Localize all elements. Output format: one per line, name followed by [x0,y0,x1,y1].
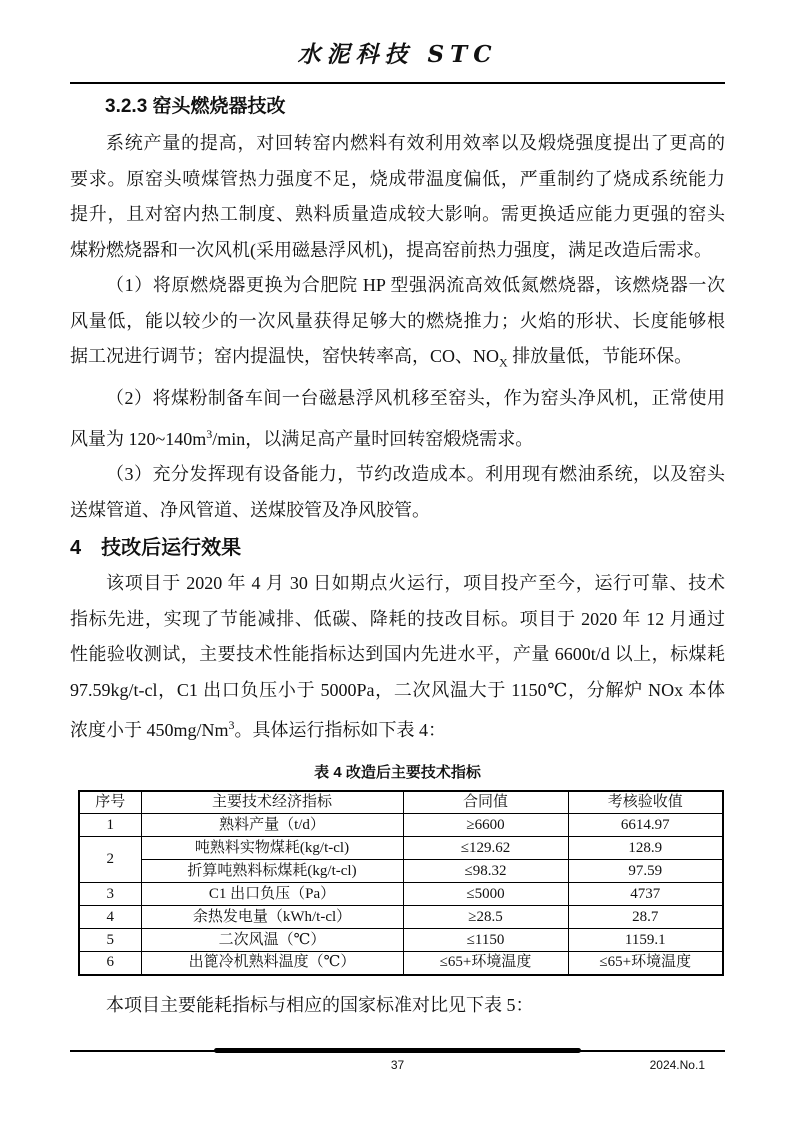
cell-assessed: 128.9 [568,837,723,860]
text-line: 系统产量的提高，对回转窑内燃料有效利用效率以及煅烧强度提出了更高的 [106,133,725,153]
cell-indicator: 余热发电量（kWh/t-cl） [141,906,403,929]
section-heading-3-2-3: 3.2.3 窑头燃烧器技改 [105,96,286,117]
cell-seq: 2 [79,837,141,883]
cell-indicator: 吨熟料实物煤耗(kg/t-cl) [141,837,403,860]
cell-contract: ≤5000 [403,883,568,906]
cell-indicator: 出篦冷机熟料温度（℃） [141,952,403,975]
cell-contract: ≤129.62 [403,837,568,860]
table-header-row [79,791,723,814]
header-rule [70,82,725,84]
col-header-contract: 合同值 [403,791,568,814]
cell-assessed: 6614.97 [568,814,723,837]
cell-seq: 4 [79,906,141,929]
text-line: 提升，且对窑内热工制度、熟料质量造成较大影响。需更换适应能力更强的窑头 [70,204,725,224]
text-line: 本项目主要能耗指标与相应的国家标准对比见下表 5： [106,994,534,1015]
text-segment: /min，以满足高产量时回转窑煅烧需求。 [212,428,534,449]
page-footer [70,1048,725,1074]
text-line: 要求。原窑头喷煤管热力强度不足，烧成带温度偏低，严重制约了烧成系统能力 [70,168,725,189]
table-row [79,814,723,837]
cell-assessed: 97.59 [568,860,723,883]
table-row [79,929,723,952]
indicators-table [78,790,724,976]
text-line [70,339,725,381]
text-line: 风量低，能以较少的一次风量获得足够大的燃烧推力；火焰的形状、长度能够根 [70,310,725,331]
paragraph-5 [70,566,725,749]
superscript-3: 3 [206,426,213,441]
text-segment: 据工况进行调节；窑内提温快，窑快转率高，CO、NO [70,346,500,366]
text-line: 性能验收测试，主要技术性能指标达到国内先进水平，产量 6600t/d 以上，标煤耗 [70,644,725,665]
table-row [79,952,723,975]
text-segment: 。具体运行指标如下表 4： [234,720,447,741]
paragraph-1 [70,126,725,268]
footer-rule [70,1048,725,1054]
text-line: 煤粉燃烧器和一次风机(采用磁悬浮风机)，提高窑前热力强度，满足改造后需求。 [70,239,712,260]
cell-contract: ≤98.32 [403,860,568,883]
text-line: （1）将原燃烧器更换为合肥院 HP 型强涡流高效低氮燃烧器，该燃烧器一次 [106,275,725,295]
text-line: 送煤管道、净风管道、送煤胶管及净风胶管。 [70,499,430,520]
cell-assessed: 1159.1 [568,929,723,952]
text-line [70,417,725,458]
cell-assessed: 4737 [568,883,723,906]
cell-indicator: C1 出口负压（Pa） [141,883,403,906]
paragraph-3 [70,381,725,457]
issue-number: 2024.No.1 [649,1058,705,1072]
cell-contract: ≥28.5 [403,906,568,929]
text-line: 97.59kg/t-cl，C1 出口负压小于 5000Pa，二次风温大于 1150℃，分解炉 NOx 本体 [70,679,725,700]
col-header-seq: 序号 [79,791,141,814]
table-caption: 表 4 改造后主要技术指标 [314,763,481,781]
text-line [70,708,725,749]
text-line: 指标先进，实现了节能减排、低碳、降耗的技改目标。项目于 2020 年 12 月通过 [70,608,725,629]
table-row [79,883,723,906]
text-line: （2）将煤粉制备车间一台磁悬浮风机移至窑头，作为窑头净风机，正常使用 [106,388,725,409]
text-line: （3）充分发挥现有设备能力，节约改造成本。利用现有燃油系统，以及窑头 [106,464,725,485]
text-segment: 浓度小于 450mg/Nm [70,720,229,741]
paragraph-2 [70,268,725,381]
cell-seq: 5 [79,929,141,952]
subscript-x: X [499,355,508,370]
cell-indicator: 二次风温（℃） [141,929,403,952]
table-row [79,860,723,883]
cell-assessed: ≤65+环境温度 [568,952,723,975]
cell-contract: ≤1150 [403,929,568,952]
cell-seq: 3 [79,883,141,906]
table-row [79,837,723,860]
journal-title: 水泥科技 STC [297,41,498,68]
cell-indicator: 熟料产量（t/d） [141,814,403,837]
superscript-3: 3 [228,718,235,733]
paragraph-6 [70,988,725,1024]
page-number: 37 [390,1058,405,1072]
cell-assessed: 28.7 [568,906,723,929]
paragraph-4 [70,457,725,528]
cell-seq: 6 [79,952,141,975]
text-line: 该项目于 2020 年 4 月 30 日如期点火运行，项目投产至今，运行可靠、技术 [106,573,725,594]
cell-seq: 1 [79,814,141,837]
cell-indicator: 折算吨熟料标煤耗(kg/t-cl) [141,860,403,883]
cell-contract: ≤65+环境温度 [403,952,568,975]
col-header-indicator: 主要技术经济指标 [141,791,403,814]
table-row [79,906,723,929]
text-segment: 排放量低，节能环保。 [507,346,693,366]
col-header-assessed: 考核验收值 [568,791,723,814]
section-heading-4: 4 技改后运行效果 [70,537,242,560]
text-segment: 风量为 120~140m [70,428,207,449]
cell-contract: ≥6600 [403,814,568,837]
